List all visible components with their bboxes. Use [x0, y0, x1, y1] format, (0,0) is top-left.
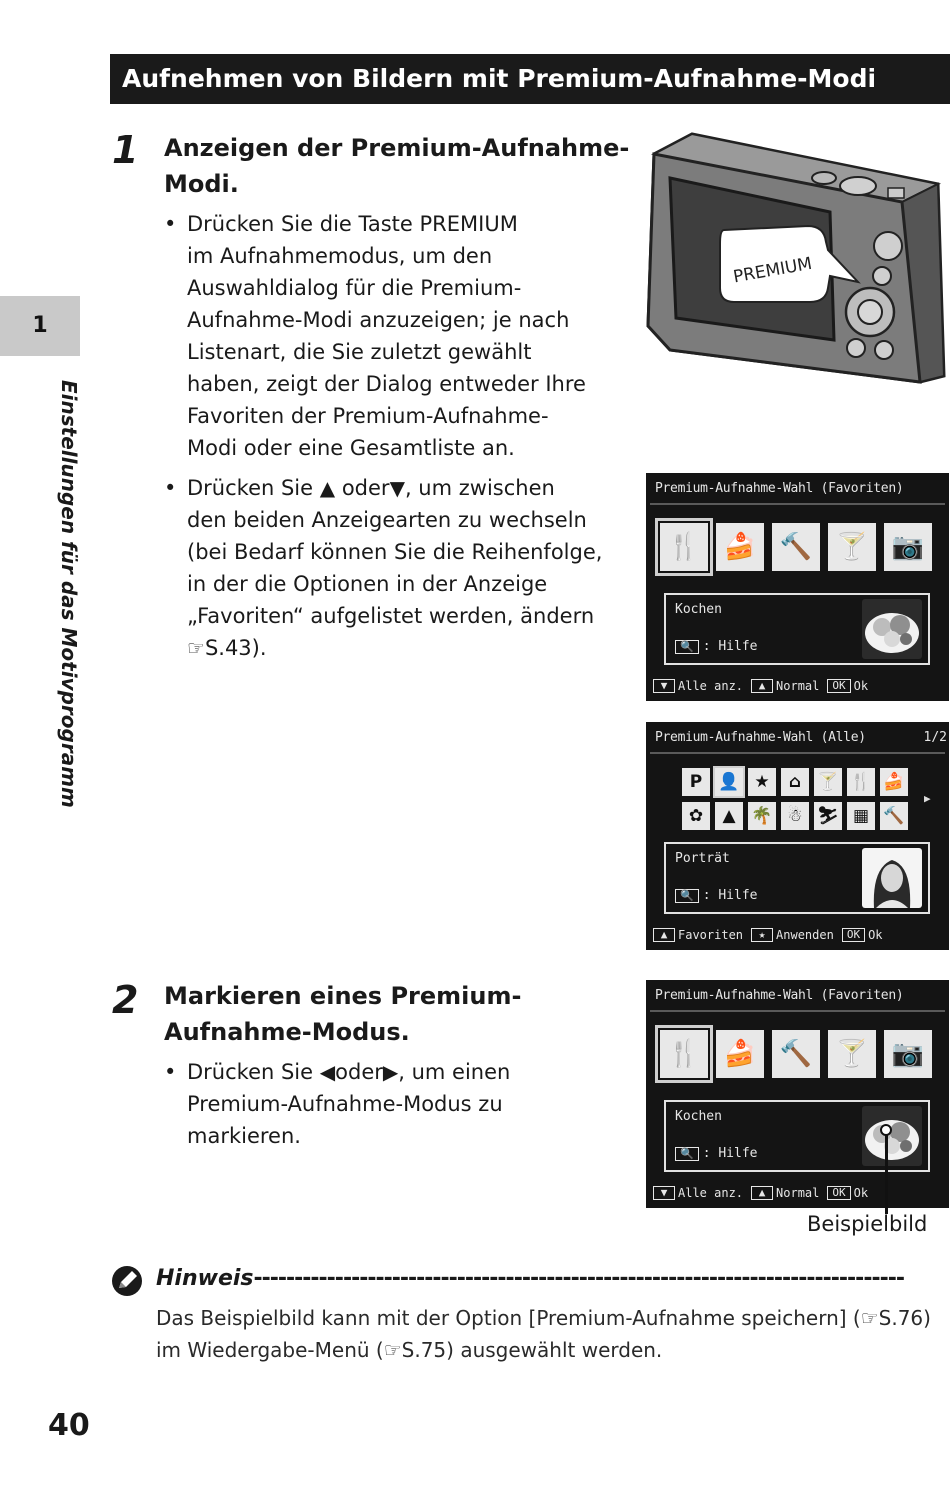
chapter-label: Einstellungen für das Motivprogramm: [57, 380, 81, 808]
bullet-line: [187, 1056, 634, 1088]
auction-icon[interactable]: 🔨: [880, 802, 908, 830]
lcd-footer: [653, 679, 947, 693]
bullet-dot: •: [164, 1060, 177, 1084]
footer-label: Alle anz.: [678, 679, 744, 693]
sample-image-portrait: [862, 848, 922, 908]
step-1-bullet-2: [164, 472, 634, 664]
selected-mode-name: Kochen: [675, 602, 722, 617]
all-modes-row-1: [682, 768, 908, 796]
help-hint: [675, 639, 758, 654]
page-reference-icon: ☞: [860, 1306, 879, 1330]
bullet-text: , um einen: [398, 1060, 511, 1084]
cooking-icon[interactable]: 🍴: [660, 1030, 708, 1078]
footer-label: Ok: [853, 679, 869, 693]
step-2-number: 2: [112, 978, 139, 1022]
left-arrow-icon: ◀: [319, 1060, 336, 1084]
page-reference: S.75) ausgewählt werden.: [401, 1338, 663, 1362]
footer-label: Ok: [853, 1186, 869, 1200]
lcd-footer: [653, 928, 947, 942]
step-1-number: 1: [112, 128, 139, 172]
camera-illustration: [640, 126, 950, 388]
step-1-title-line2: Modi.: [164, 170, 239, 198]
camera-star-icon[interactable]: 📷: [884, 1030, 932, 1078]
lcd-favorites-screen: [646, 473, 949, 701]
footer-label: Alle anz.: [678, 1186, 744, 1200]
star-key-icon: ★: [751, 928, 773, 942]
lcd-favorites-screen-2: [646, 980, 949, 1208]
favorite-mode-icons: [660, 523, 932, 571]
help-label: : Hilfe: [702, 639, 758, 654]
portrait-icon[interactable]: 👤: [715, 768, 743, 796]
bullet-line: Favoriten der Premium-Aufnahme-: [187, 404, 549, 428]
landscape-icon[interactable]: ▲: [715, 802, 743, 830]
lcd-all-screen: [646, 722, 949, 950]
bullet-line: (bei Bedarf können Sie die Reihenfolge,: [187, 540, 603, 564]
ok-key-icon: OK: [827, 1186, 850, 1200]
note-rule: --------------------------------------------------------------------------------: [253, 1266, 904, 1291]
bullet-text: Drücken Sie: [187, 1060, 314, 1084]
bullet-line: Premium-Aufnahme-Modus zu: [187, 1092, 503, 1116]
cake-icon[interactable]: 🍰: [880, 768, 908, 796]
lcd-separator: [650, 1010, 945, 1012]
section-title: Aufnehmen von Bildern mit Premium-Aufnahme-Modi: [110, 54, 950, 104]
page-number: 40: [48, 1408, 90, 1443]
footer-label: Ok: [868, 928, 883, 942]
night-portrait-icon[interactable]: ★: [748, 768, 776, 796]
bullet-text: oder: [341, 476, 390, 500]
lcd-title: Premium-Aufnahme-Wahl (Favoriten): [655, 988, 904, 1003]
bullet-text: , um zwischen: [404, 476, 555, 500]
note-title: Hinweis: [156, 1266, 254, 1291]
note-body: [156, 1302, 946, 1366]
house-icon[interactable]: ⌂: [781, 768, 809, 796]
cooking-icon[interactable]: 🍴: [847, 768, 875, 796]
callout-leader-dot: [880, 1124, 892, 1136]
lcd-page-indicator: 1/2: [923, 730, 947, 745]
bullet-line: markieren.: [187, 1124, 301, 1148]
help-hint: [675, 1146, 758, 1161]
cooking-icon[interactable]: 🍴: [660, 523, 708, 571]
right-arrow-icon: ▶: [382, 1060, 399, 1084]
next-page-arrow-icon: ▶: [924, 792, 931, 805]
note-text: Das Beispielbild kann mit der Option [Premium-Aufnahme speichern] (: [156, 1306, 861, 1330]
bullet-line: [187, 632, 634, 664]
help-label: : Hilfe: [702, 1146, 758, 1161]
down-key-icon: ▼: [653, 679, 675, 693]
snowman-icon[interactable]: ☃: [781, 802, 809, 830]
cocktail-icon[interactable]: 🍸: [828, 523, 876, 571]
ok-key-icon: OK: [842, 928, 865, 942]
cake-icon[interactable]: 🍰: [716, 1030, 764, 1078]
bullet-text: Drücken Sie: [187, 476, 314, 500]
cake-icon[interactable]: 🍰: [716, 523, 764, 571]
flower-icon[interactable]: ✿: [682, 802, 710, 830]
page-reference: S.43).: [204, 636, 267, 660]
up-key-icon: ▲: [751, 1186, 773, 1200]
favorite-mode-icons: [660, 1030, 932, 1078]
auction-icon[interactable]: 🔨: [772, 523, 820, 571]
footer-label: Normal: [776, 1186, 820, 1200]
bullet-line: [187, 472, 634, 504]
step-2-title-line2: Aufnahme-Modus.: [164, 1018, 410, 1046]
down-arrow-icon: ▼: [389, 476, 405, 500]
bullet-dot: •: [164, 212, 177, 236]
bullet-line: Auswahldialog für die Premium-: [187, 276, 522, 300]
bullet-line: im Aufnahmemodus, um den: [187, 244, 493, 268]
sample-image-food: [862, 599, 922, 659]
zoom-key-icon: 🔍: [675, 889, 699, 903]
step-2-bullet-1: [164, 1056, 634, 1152]
footer-label: Favoriten: [678, 928, 744, 942]
up-key-icon: ▲: [653, 928, 675, 942]
note-line: [156, 1334, 946, 1366]
step-2-bullets: [164, 1056, 634, 1160]
down-key-icon: ▼: [653, 1186, 675, 1200]
step-1-bullet-1: [164, 208, 634, 464]
bullet-line: Drücken Sie die Taste PREMIUM: [187, 212, 518, 236]
note-pencil-icon: [110, 1264, 144, 1298]
footer-label: Normal: [776, 679, 820, 693]
bullet-line: haben, zeigt der Dialog entweder Ihre: [187, 372, 586, 396]
bullet-line: den beiden Anzeigearten zu wechseln: [187, 508, 587, 532]
sample-image-food: [862, 1106, 922, 1166]
callout-leader-line: [885, 1128, 888, 1214]
skiing-icon[interactable]: ⛷: [814, 802, 842, 830]
auction-icon[interactable]: 🔨: [772, 1030, 820, 1078]
all-modes-row-2: [682, 802, 908, 830]
sample-image-callout: Beispielbild: [807, 1212, 928, 1236]
mode-info-box: [664, 1100, 930, 1172]
premium-button-label: PREMIUM: [731, 253, 814, 288]
selected-mode-name: Kochen: [675, 1109, 722, 1124]
bullet-line: Modi oder eine Gesamtliste an.: [187, 436, 515, 460]
help-hint: [675, 888, 758, 903]
mode-info-box: [664, 842, 930, 914]
up-key-icon: ▲: [751, 679, 773, 693]
step-2-title: [164, 978, 634, 1050]
page-reference-icon: ☞: [187, 636, 205, 660]
zoom-key-icon: 🔍: [675, 1147, 699, 1161]
step-1-bullets: [164, 208, 634, 672]
lcd-separator: [650, 503, 945, 505]
help-label: : Hilfe: [702, 888, 758, 903]
bullet-line: Aufnahme-Modi anzuzeigen; je nach: [187, 308, 570, 332]
cocktail-icon[interactable]: 🍸: [828, 1030, 876, 1078]
program-mode-icon[interactable]: P: [682, 768, 710, 796]
zoom-key-icon: 🔍: [675, 640, 699, 654]
note-heading: [156, 1266, 950, 1291]
bullet-line: „Favoriten“ aufgelistet werden, ändern: [187, 604, 595, 628]
camera-star-icon[interactable]: 📷: [884, 523, 932, 571]
lcd-footer: [653, 1186, 947, 1200]
bullet-line: Listenart, die Sie zuletzt gewählt: [187, 340, 532, 364]
step-1-title-line1: Anzeigen der Premium-Aufnahme-: [164, 134, 630, 162]
cocktail-icon[interactable]: 🍸: [814, 768, 842, 796]
ok-key-icon: OK: [827, 679, 850, 693]
note-line: [156, 1302, 946, 1334]
mode-info-box: [664, 593, 930, 665]
lcd-title: Premium-Aufnahme-Wahl (Alle): [655, 730, 866, 745]
note-text: im Wiedergabe-Menü (: [156, 1338, 384, 1362]
bullet-text: oder: [335, 1060, 383, 1084]
lcd-title: Premium-Aufnahme-Wahl (Favoriten): [655, 481, 904, 496]
selected-mode-name: Porträt: [675, 851, 730, 866]
bullet-line: in der die Optionen in der Anzeige: [187, 572, 548, 596]
page-reference-icon: ☞: [383, 1338, 402, 1362]
lcd-separator: [650, 752, 945, 754]
up-arrow-icon: ▲: [319, 476, 336, 500]
footer-label: Anwenden: [776, 928, 834, 942]
step-2-title-line1: Markieren eines Premium-: [164, 982, 522, 1010]
bullet-dot: •: [164, 476, 177, 500]
page-reference: S.76): [878, 1306, 931, 1330]
chapter-tab: 1: [0, 296, 80, 356]
step-1-title: [164, 130, 634, 202]
texture-icon[interactable]: ▦: [847, 802, 875, 830]
palm-icon[interactable]: 🌴: [748, 802, 776, 830]
